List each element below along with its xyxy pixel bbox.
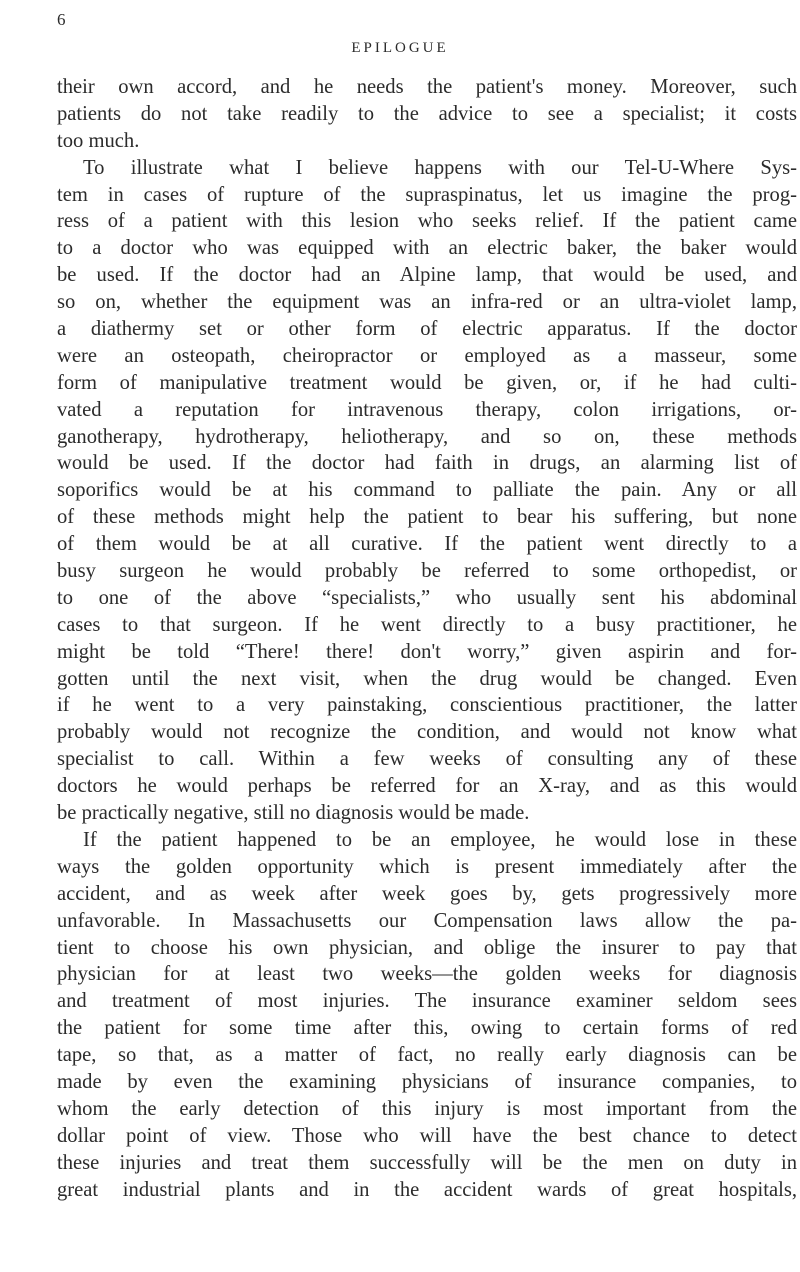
text-line: to one of the above “specialists,” who usually sent his abdominal	[57, 586, 797, 609]
text-line: of these methods might help the patient to bear his suffering, but none	[57, 506, 797, 529]
text-line: ress of a patient with this lesion who seeks relief. If the patient came	[57, 210, 797, 233]
text-line: tape, so that, as a matter of fact, no really early diagnosis can be	[57, 1044, 797, 1067]
text-line: made by even the examining physicians of insurance companies, to	[57, 1070, 797, 1093]
text-line: of them would be at all curative. If the patient went directly to a	[57, 533, 797, 556]
text-line: would be used. If the doctor had faith in drugs, an alarming list of	[57, 452, 797, 475]
text-line: To illustrate what I believe happens with our Tel-U-Where Sys-	[83, 156, 797, 179]
text-line: cases to that surgeon. If he went directly to a busy practitioner, he	[57, 613, 797, 636]
text-line: great industrial plants and in the accident wards of great hospitals,	[57, 1178, 797, 1201]
text-line: and treatment of most injuries. The insurance examiner seldom sees	[57, 990, 797, 1013]
text-line: their own accord, and he needs the patient's money. Moreover, such	[57, 76, 797, 98]
text-line: so on, whether the equipment was an infra-red or an ultra-violet lamp,	[57, 291, 797, 314]
text-line: doctors he would perhaps be referred for an X-ray, and as this would	[57, 775, 797, 798]
text-line: accident, and as week after week goes by, gets progressively more	[57, 882, 797, 905]
text-line: patients do not take readily to the advice to see a specialist; it costs	[57, 102, 797, 125]
text-line: ganotherapy, hydrotherapy, heliotherapy, and so on, these methods	[57, 425, 797, 448]
text-line: form of manipulative treatment would be given, or, if he had culti-	[57, 371, 797, 394]
text-line: probably would not recognize the condition, and would not know what	[57, 721, 797, 744]
text-line: busy surgeon he would probably be referred to some orthopedist, or	[57, 560, 797, 583]
text-line: If the patient happened to be an employee, he would lose in these	[83, 828, 797, 851]
text-line: physician for at least two weeks—the golden weeks for diagnosis	[57, 963, 797, 986]
text-line: be used. If the doctor had an Alpine lamp, that would be used, and	[57, 264, 797, 287]
text-line: gotten until the next visit, when the drug would be changed. Even	[57, 667, 797, 690]
text-line: these injuries and treat them successfully will be the men on duty in	[57, 1151, 797, 1174]
text-line: dollar point of view. Those who will have the best chance to detect	[57, 1124, 797, 1147]
text-line: might be told “There! there! don't worry,” given aspirin and for-	[57, 640, 797, 663]
running-head: EPILOGUE	[351, 40, 449, 56]
text-line: tient to choose his own physician, and oblige the insurer to pay that	[57, 936, 797, 959]
text-line: a diathermy set or other form of electric apparatus. If the doctor	[57, 318, 797, 341]
text-line: the patient for some time after this, owing to certain forms of red	[57, 1017, 797, 1040]
text-line: specialist to call. Within a few weeks of consulting any of these	[57, 748, 797, 771]
text-line: were an osteopath, cheiropractor or employed as a masseur, some	[57, 344, 797, 367]
text-line: to a doctor who was equipped with an electric baker, the baker would	[57, 237, 797, 260]
text-line: tem in cases of rupture of the supraspinatus, let us imagine the prog-	[57, 183, 797, 206]
text-line: too much.	[57, 129, 140, 152]
body-text	[57, 74, 797, 1203]
text-line: soporifics would be at his command to palliate the pain. Any or all	[57, 479, 797, 502]
page-number: 6	[57, 10, 66, 29]
text-line: vated a reputation for intravenous therapy, colon irrigations, or-	[57, 398, 797, 421]
text-line: unfavorable. In Massachusetts our Compensation laws allow the pa-	[57, 909, 797, 932]
text-line: ways the golden opportunity which is present immediately after the	[57, 855, 797, 878]
text-line: if he went to a very painstaking, conscientious practitioner, the latter	[57, 694, 797, 717]
text-line: whom the early detection of this injury is most important from the	[57, 1097, 797, 1120]
text-line: be practically negative, still no diagnosis would be made.	[57, 802, 530, 825]
